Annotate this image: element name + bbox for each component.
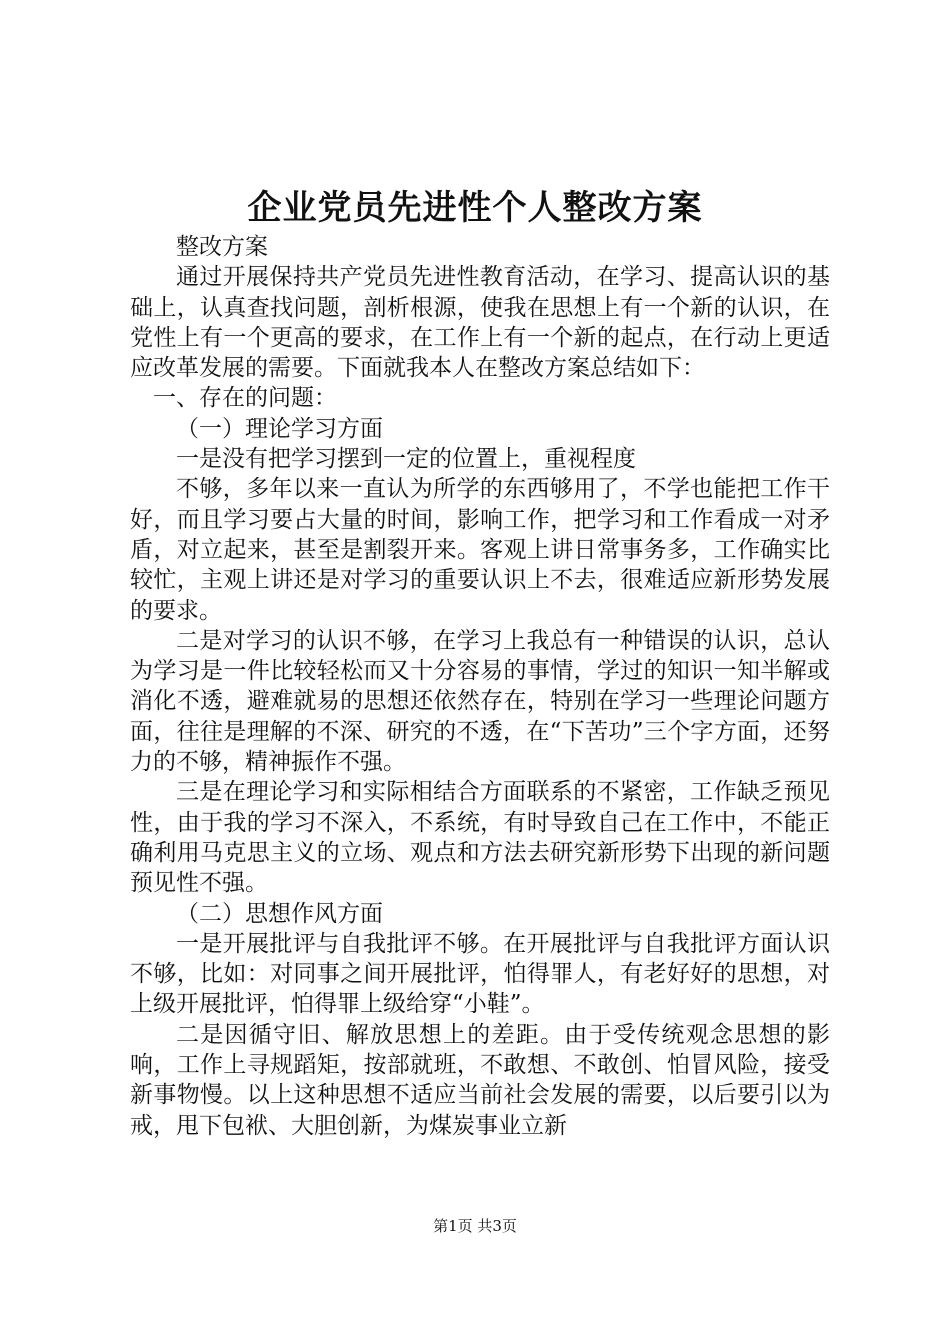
page-number-footer: 第1页 共3页 bbox=[433, 1217, 517, 1235]
paragraph-intro: 通过开展保持共产党员先进性教育活动，在学习、提高认识的基础上，认真查找问题，剖析根源，使我在思想上有一个新的认识，在党性上有一个更高的要求，在工作上有一个新的起点，在行动上更适应改革发展的需要。下面就我本人在整改方案总结如下： bbox=[130, 264, 830, 382]
document-title: 企业党员先进性个人整改方案 bbox=[247, 188, 703, 228]
paragraph-style-1: 一是开展批评与自我批评不够。在开展批评与自我批评方面认识不够，比如：对同事之间开展批评，怕得罪人，有老好好的思想，对上级开展批评，怕得罪上级给穿“小鞋”。 bbox=[130, 930, 830, 1018]
section-heading-problems: 一、存在的问题： bbox=[153, 385, 337, 412]
subsection-heading-theory: （一）理论学习方面 bbox=[176, 415, 383, 442]
paragraph-theory-1-lead: 一是没有把学习摆到一定的位置上，重视程度 bbox=[176, 446, 636, 473]
paragraph-style-2: 二是因循守旧、解放思想上的差距。由于受传统观念思想的影响，工作上寻规蹈矩，按部就班，不敢想、不敢创、怕冒风险，接受新事物慢。以上这种思想不适应当前社会发展的需要，以后要引以为戒，甩下包袱、大胆创新，为煤炭事业立新 bbox=[130, 1021, 830, 1139]
paragraph-subtitle: 整改方案 bbox=[176, 234, 268, 260]
paragraph-theory-2: 二是对学习的认识不够，在学习上我总有一种错误的认识，总认为学习是一件比较轻松而又十分容易的事情，学过的知识一知半解或消化不透，避难就易的思想还依然存在，特别在学习一些理论问题方面，往往是理解的不深、研究的不透，在“下苦功”三个字方面，还努力的不够，精神振作不强。 bbox=[130, 627, 830, 776]
paragraph-theory-1: 不够，多年以来一直认为所学的东西够用了，不学也能把工作干好，而且学习要占大量的时间，影响工作，把学习和工作看成一对矛盾，对立起来，甚至是割裂开来。客观上讲日常事务多，工作确实比较忙，主观上讲还是对学习的重要认识上不去，很难适应新形势发展的要求。 bbox=[130, 476, 830, 624]
paragraph-theory-3: 三是在理论学习和实际相结合方面联系的不紧密，工作缺乏预见性，由于我的学习不深入，不系统，有时导致自己在工作中，不能正确利用马克思主义的立场、观点和方法去研究新形势下出现的新问题预见性不强。 bbox=[130, 779, 830, 897]
document-body bbox=[130, 232, 830, 1141]
subsection-heading-style: （二）思想作风方面 bbox=[176, 900, 383, 927]
